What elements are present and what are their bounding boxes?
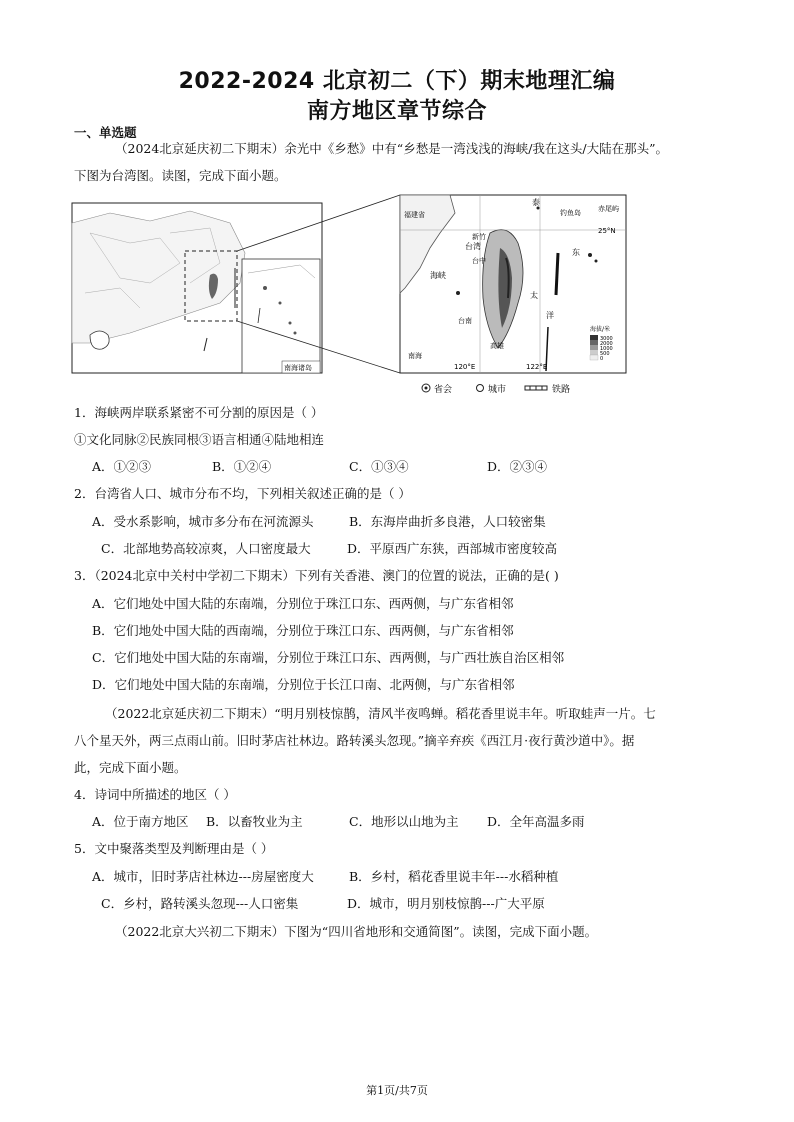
q3-option-b[interactable]: B．它们地处中国大陆的西南端，分别位于珠江口东、西两侧，与广东省相邻: [92, 623, 514, 638]
elev-500: 500: [600, 351, 610, 357]
intro2-line3: 此，完成下面小题。: [74, 760, 187, 775]
page-footer: 第1页/共7页: [366, 1084, 428, 1097]
intro3-line: （2022北京大兴初二下期末）下图为“四川省地形和交通简图”。读图，完成下面小题。: [115, 924, 598, 939]
map-label-25n: 25°N: [598, 227, 616, 235]
q5-option-d[interactable]: D．城市，明月别枝惊鹊---广大平原: [347, 896, 545, 911]
map-label-taizhong: 台中: [472, 257, 486, 265]
q2-option-b[interactable]: B．东海岸曲折多良港，人口较密集: [349, 514, 546, 529]
map-label-tai: 太: [530, 291, 538, 300]
q4-option-b[interactable]: B．以畜牧业为主: [206, 814, 303, 829]
elev-1000: 1000: [600, 346, 613, 352]
elev-0: 0: [600, 356, 604, 362]
intro2-line1: （2022北京延庆初二下期末）“明月别枝惊鹊，清风半夜鸣蝉。稻花香里说丰年。听取蛙声一片。七: [105, 706, 656, 721]
map-label-fujian: 福建省: [404, 211, 425, 219]
q5-option-a[interactable]: A．城市，旧时茅店社林边---房屋密度大: [92, 869, 314, 884]
q5-stem: 5．文中聚落类型及判断理由是（ ）: [74, 841, 274, 856]
map-label-xinzhu: 新竹: [472, 233, 486, 241]
map-label-120e: 120°E: [454, 363, 476, 371]
q2-stem: 2．台湾省人口、城市分布不均，下列相关叙述正确的是（ ）: [74, 486, 411, 501]
inset-label: 南海诸岛: [284, 364, 312, 372]
q1-list: ①文化同脉②民族同根③语言相通④陆地相连: [74, 432, 325, 447]
map-label-diaoyu: 钓鱼岛: [560, 209, 581, 217]
q2-option-c[interactable]: C．北部地势高较凉爽，人口密度最大: [101, 541, 311, 556]
taiwan-map-figure: [70, 193, 630, 403]
q5-option-c[interactable]: C．乡村，路转溪头忽现---人口密集: [101, 896, 299, 911]
doc-title-line1: 2022-2024 北京初二（下）期末地理汇编: [178, 69, 616, 94]
map-label-tainan: 台南: [458, 317, 472, 325]
q4-option-a[interactable]: A．位于南方地区: [92, 814, 189, 829]
q1-stem: 1．海峡两岸联系紧密不可分割的原因是（ ）: [74, 405, 324, 420]
intro1-line2: 下图为台湾图。读图，完成下面小题。: [74, 168, 287, 183]
doc-title-line2: 南方地区章节综合: [306, 99, 487, 124]
legend-city: 城市: [488, 385, 507, 395]
map-label-dong: 东: [572, 248, 580, 257]
legend-capital: 省会: [434, 385, 453, 395]
q5-option-b[interactable]: B．乡村，稻花香里说丰年---水稻种植: [349, 869, 559, 884]
q3-option-c[interactable]: C．它们地处中国大陆的东南端，分别位于珠江口东、西两侧，与广西壮族自治区相邻: [92, 650, 565, 665]
q1-option-b[interactable]: B．①②④: [212, 459, 272, 474]
map-label-nanhai: 南海: [408, 352, 422, 360]
q2-option-d[interactable]: D．平原西广东狭，西部城市密度较高: [347, 541, 558, 556]
map-label-yang: 洋: [546, 311, 554, 320]
map-label-chiwei: 赤尾屿: [598, 205, 619, 213]
map-label-gaoxiong: 高雄: [490, 342, 504, 350]
q4-option-c[interactable]: C．地形以山地为主: [349, 814, 459, 829]
intro1-line1: （2024北京延庆初二下期末）余光中《乡愁》中有“乡愁是一湾浅浅的海峡/我在这头/大陆在那头”。: [115, 141, 669, 156]
section-heading: 一、单选题: [74, 125, 137, 140]
map-label-122e: 122°E: [526, 363, 548, 371]
q2-option-a[interactable]: A．受水系影响，城市多分布在河流源头: [92, 514, 314, 529]
map-label-taiwan: 台湾: [465, 242, 481, 251]
q3-option-d[interactable]: D．它们地处中国大陆的东南端，分别位于长江口南、北两侧，与广东省相邻: [92, 677, 515, 692]
q3-stem: 3．（2024北京中关村中学初二下期末）下列有关香港、澳门的位置的说法，正确的是( ): [74, 568, 559, 583]
q1-option-d[interactable]: D．②③④: [487, 459, 548, 474]
elev-3000: 3000: [600, 336, 613, 342]
map-label-1: 泰: [532, 198, 540, 207]
q4-option-d[interactable]: D．全年高温多雨: [487, 814, 585, 829]
legend-rail: 铁路: [552, 385, 571, 395]
q3-option-a[interactable]: A．它们地处中国大陆的东南端，分别位于珠江口东、西两侧，与广东省相邻: [92, 596, 514, 611]
elev-2000: 2000: [600, 341, 613, 347]
q4-stem: 4．诗词中所描述的地区（ ）: [74, 787, 236, 802]
q1-option-a[interactable]: A．①②③: [92, 459, 152, 474]
q1-option-c[interactable]: C．①③④: [349, 459, 409, 474]
map-label-elevation: 海拔/米: [590, 326, 611, 333]
map-label-haixia: 海峡: [430, 271, 446, 280]
intro2-line2: 八个星天外，两三点雨山前。旧时茅店社林边。路转溪头忽现。”摘辛弃疾《西江月·夜行黄沙道中》。据: [74, 733, 635, 748]
